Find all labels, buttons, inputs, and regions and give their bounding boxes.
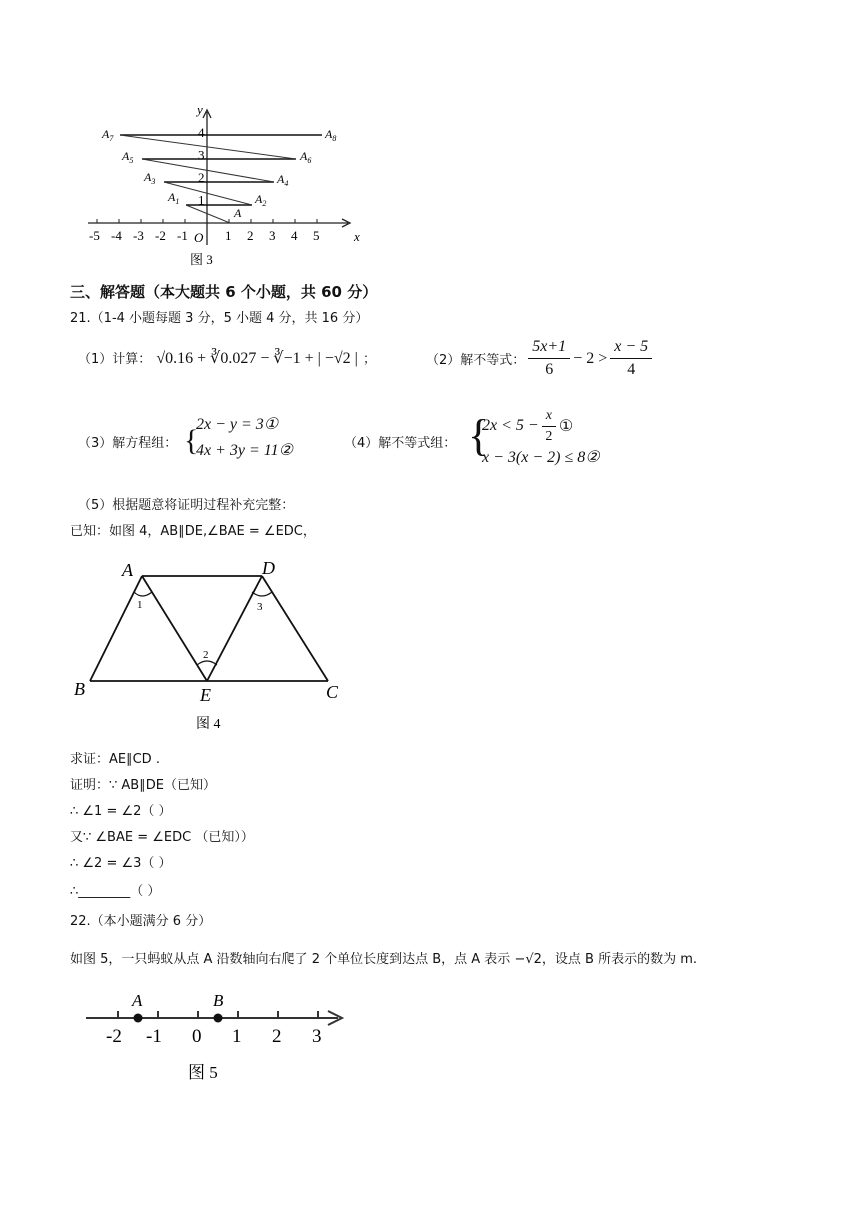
x-tick-label: -4 (111, 228, 122, 243)
q21-p4-eq2: x − 3(x − 2) ≤ 8② (482, 449, 600, 466)
q21-p2-fraction2 (610, 338, 652, 379)
q22-header: 22.（本小题满分 6 分） (70, 914, 212, 929)
y-tick-label: 4 (198, 125, 205, 140)
point-label-a3: $A_3$ (144, 170, 156, 186)
q21-p4-frac-den: 2 (545, 428, 553, 444)
q21-prove: 求证：AE∥CD . (70, 752, 160, 767)
proof-line-2: ∴ ∠1 = ∠2（ ） (70, 804, 172, 819)
point-label-a2: $A_2$ (255, 192, 267, 208)
q21-p4-frac-num: x (542, 408, 556, 427)
q21-p3-label: （3）解方程组： (78, 436, 178, 451)
segment-dc (262, 576, 328, 681)
x-tick-label: 4 (291, 228, 298, 243)
q21-p2-fraction1 (528, 338, 570, 379)
q21-p2-label: （2）解不等式： (426, 353, 526, 368)
x-tick-label: 3 (269, 228, 276, 243)
angle-arc-1 (134, 592, 152, 596)
q21-p4-system (482, 408, 600, 472)
q21-p4-eq1b: ① (558, 418, 574, 435)
q21-p5-intro: （5）根据题意将证明过程补充完整： (78, 498, 295, 513)
x-tick-label: -1 (177, 228, 188, 243)
point-label-a4: $A_4$ (277, 172, 289, 188)
y-tick-label: 1 (198, 192, 205, 208)
q21-p3-eq2: 4x + 3y = 11② (196, 442, 293, 459)
section-title: 三、解答题（本大题共 6 个小题，共 60 分） (70, 283, 378, 301)
angle-arc-3 (252, 592, 272, 596)
x-tick-label: -3 (133, 228, 144, 243)
figure-4-caption: 图 4 (196, 717, 221, 732)
x-tick-label: 1 (225, 228, 232, 243)
point-b-dot (214, 1014, 223, 1023)
number-line-tick-label: 1 (232, 1026, 242, 1047)
segment-de (207, 576, 262, 681)
q21-p2-mid: − 2 > (573, 349, 608, 367)
point-label-a5: $A_5$ (122, 149, 134, 165)
q21-p3-system (196, 412, 293, 464)
point-label-a1: $A_1$ (168, 190, 180, 206)
q21-p4-label: （4）解不等式组： (344, 436, 457, 451)
q21-p3-brace: { (184, 424, 199, 457)
angle-label-3: 3 (257, 601, 263, 613)
proof-line-4: ∴ ∠2 = ∠3（ ） (70, 856, 172, 871)
q21-p1-expression: √0.16 + ∛0.027 − ∛−1 + | −√2 | (156, 350, 358, 367)
number-line-tick-label: -1 (146, 1026, 162, 1047)
figure-5 (80, 986, 360, 1086)
figure-3-caption: 图 3 (190, 252, 213, 267)
figure-5-caption: 图 5 (188, 1063, 218, 1082)
figure-4 (70, 554, 360, 738)
point-b-label: B (213, 991, 224, 1010)
number-line-tick-label: -2 (106, 1026, 122, 1047)
q21-p2-num2: x − 5 (610, 338, 652, 359)
angle-arc-2 (197, 661, 217, 665)
vertex-a-label: A (122, 560, 133, 580)
q21-p4-frac (542, 408, 556, 445)
q21-header: 21.（1-4 小题每题 3 分，5 小题 4 分，共 16 分） (70, 311, 369, 326)
point-label-a6: $A_6$ (300, 149, 312, 165)
proof-line-1: 证明：∵ AB∥DE（已知） (70, 778, 216, 793)
q21-given: 已知：如图 4，AB∥DE,∠BAE = ∠EDC， (70, 524, 316, 539)
diag-a6-a7 (120, 135, 296, 159)
vertex-e-label: E (200, 685, 211, 705)
x-axis-label: x (354, 229, 360, 244)
vertex-d-label: D (262, 558, 275, 578)
number-line-tick-label: 3 (312, 1026, 322, 1047)
y-tick-label: 2 (198, 170, 205, 185)
x-tick-label: 5 (313, 228, 320, 243)
q22-text: 如图 5，一只蚂蚁从点 A 沿数轴向右爬了 2 个单位长度到达点 B，点 A 表示 −√2，设点 B 所表示的数为 m. (70, 952, 697, 967)
number-line-tick-label: 2 (272, 1026, 282, 1047)
q21-p4-eq1a: 2x < 5 − (482, 417, 539, 434)
q21-p4-row1 (482, 408, 600, 444)
diag-a4-a5 (142, 159, 274, 182)
y-tick-labels (198, 125, 205, 208)
q21-p3-eq1: 2x − y = 3① (196, 416, 279, 433)
q21-p4-brace: { (468, 411, 490, 460)
q21-p2-den1: 6 (545, 361, 554, 378)
point-a-dot (134, 1014, 143, 1023)
x-tick-label: 2 (247, 228, 254, 243)
diag-a-a1 (186, 205, 230, 223)
q21-p1-tail: ； (362, 352, 376, 367)
number-line-tick-label: 0 (192, 1026, 202, 1047)
proof-line-5: ∴________（ ） (70, 884, 161, 899)
q21-part2 (426, 338, 655, 379)
x-tick-label: -5 (89, 228, 100, 243)
x-tick-label: -2 (155, 228, 166, 243)
angle-label-2: 2 (203, 649, 209, 661)
point-a-label: A (132, 991, 143, 1010)
point-label-a7: $A_7$ (102, 127, 114, 143)
segment-ab (90, 576, 142, 681)
proof-line-3: 又∵ ∠BAE = ∠EDC （已知）） (70, 830, 254, 845)
vertex-c-label: C (326, 682, 339, 702)
angle-label-1: 1 (137, 599, 143, 611)
q21-p2-den2: 4 (627, 361, 636, 378)
point-label-a8: $A_8$ (325, 127, 337, 143)
point-label-a: A (234, 206, 242, 220)
y-tick-label: 3 (198, 147, 205, 163)
q21-p2-num1: 5x+1 (528, 338, 570, 359)
q21-part1 (78, 348, 376, 368)
q21-p1-label: （1）计算： (78, 352, 152, 367)
figure-3 (80, 98, 380, 270)
origin-label: O (194, 230, 204, 245)
y-axis-label: y (197, 102, 203, 117)
vertex-b-label: B (74, 679, 85, 699)
